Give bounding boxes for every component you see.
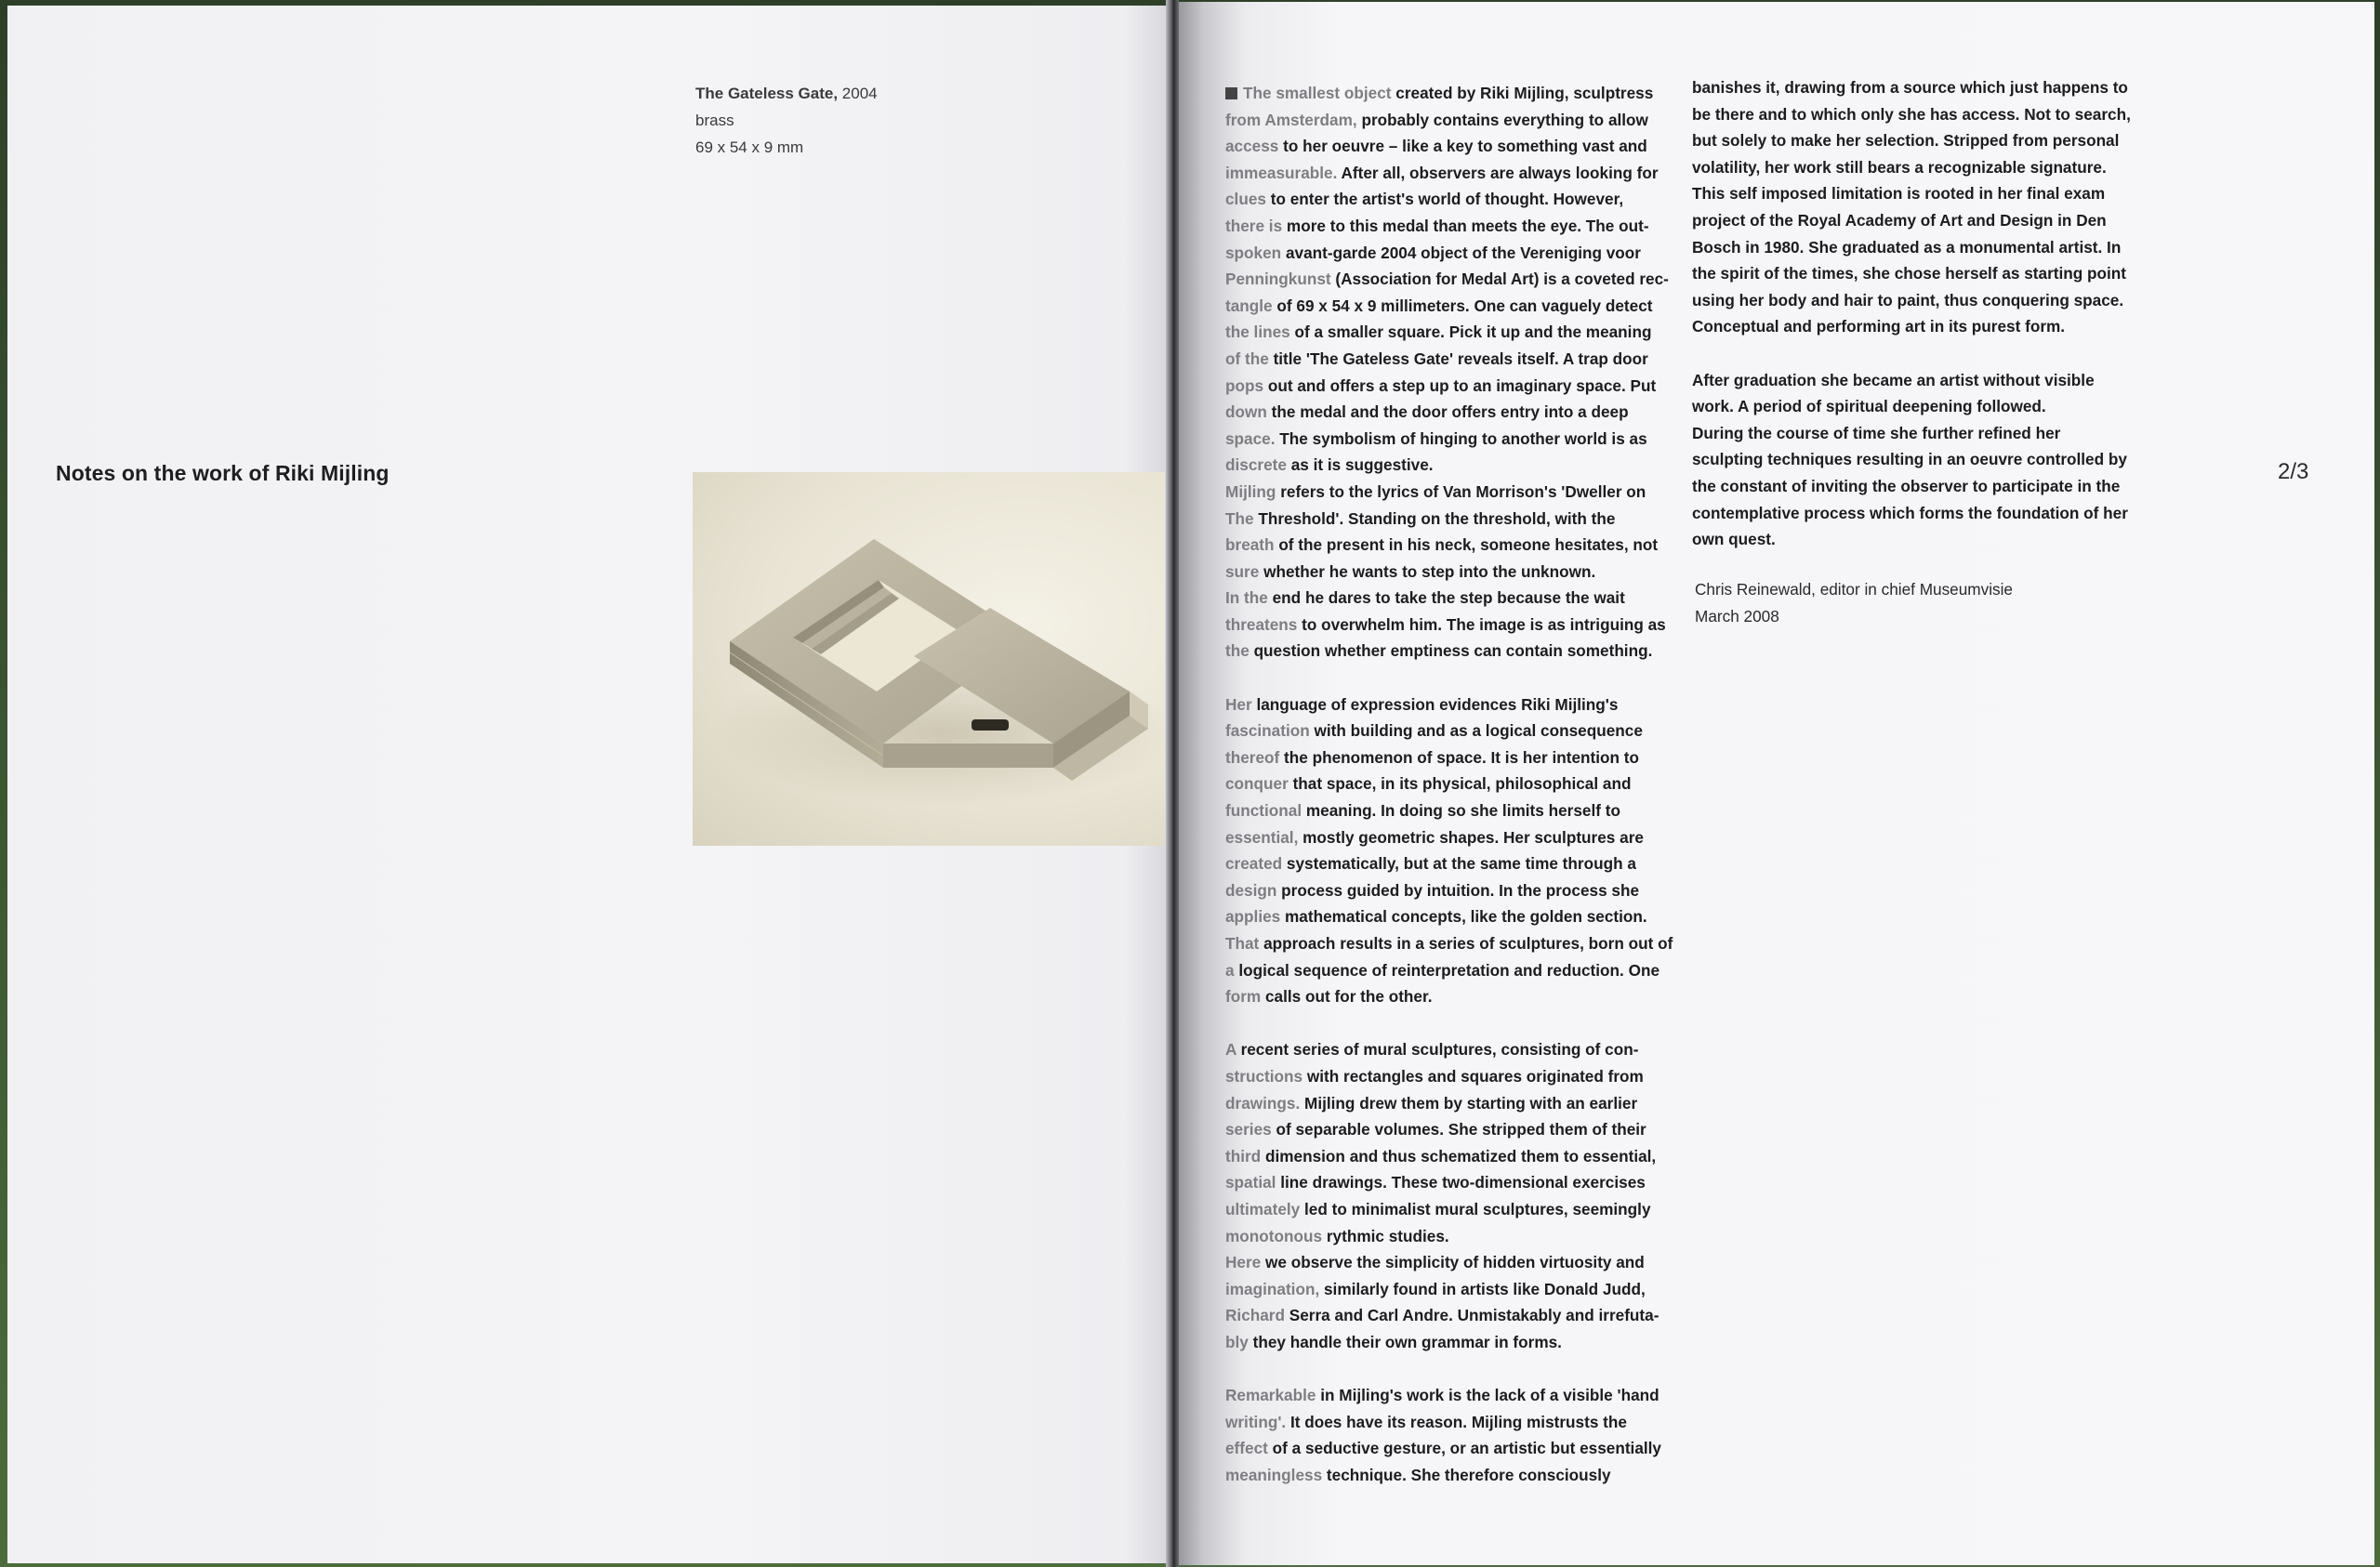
text-line-start: breath [1225,535,1279,555]
artwork-material: brass [695,112,734,129]
text-line-rest: of 69 x 54 x 9 millimeters. One can vaguely detect [1276,296,1653,315]
text-line-start: In the [1225,588,1273,608]
text-line [1225,107,1690,134]
page-number: 2/3 [2278,459,2309,484]
text-line [1225,744,1690,771]
text-line-rest: calls out for the other. [1264,987,1433,1007]
text-line: sculpting techniques resulting in an oeuvre controlled by [1692,450,2127,469]
text-line: project of the Royal Academy of Art and Design in Den [1692,210,2107,230]
text-line-start: structions [1225,1066,1307,1086]
text-line-start: created [1225,854,1287,874]
text-line-rest: dimension and thus schematized them to essential, [1264,1146,1657,1165]
text-line [1225,1302,1690,1329]
text-line [1225,638,1690,665]
text-line-start: essential, [1225,827,1303,847]
text-line-rest: mostly geometric shapes. Her sculptures are [1302,827,1644,847]
text-line [1225,266,1690,293]
text-line: own quest. [1692,530,1776,549]
text-line: banishes it, drawing from a source which just happens to [1692,78,2128,97]
text-line-start: ultimately [1225,1199,1305,1218]
text-line-start: spatial [1225,1173,1281,1192]
text-line-rest: the medal and the door offers entry into a deep [1271,402,1629,422]
text-line [1225,133,1690,160]
text-line: but solely to make her selection. Stripped from personal [1692,131,2120,151]
text-line-start: spoken [1225,243,1286,262]
text-line [1225,240,1690,267]
text-line-rest: with building and as a logical consequence [1314,721,1643,741]
text-line-rest: we observe the simplicity of hidden virtuosity and [1265,1253,1645,1272]
text-line [1225,1409,1690,1436]
text-line-rest: (Association for Medal Art) is a coveted rec- [1335,270,1669,289]
text-line: This self imposed limitation is rooted in her final exam [1692,184,2106,204]
text-line-start: pops [1225,375,1268,395]
text-line-rest: led to minimalist mural sculptures, seemingly [1304,1199,1651,1218]
text-line [1225,957,1690,984]
text-line-start: the [1225,641,1254,661]
text-line [1225,770,1690,797]
text-line [1225,850,1690,877]
text-line: using her body and hair to paint, thus conquering space. [1692,290,2124,309]
bullet-square [1225,87,1237,99]
text-line [1225,1435,1690,1462]
text-line [1225,824,1690,851]
text-line [1225,1382,1690,1409]
text-line [1225,532,1690,559]
date-line: March 2008 [1695,607,1779,625]
text-line [1225,293,1690,320]
text-line-start: of the [1225,349,1274,368]
text-line-start: series [1225,1120,1276,1139]
text-line-rest: of a smaller square. Pick it up and the meaning [1294,323,1652,342]
text-line-rest: technique. She therefore consciously [1326,1465,1611,1484]
text-line-rest: they handle their own grammar in forms. [1252,1332,1562,1351]
text-line-rest: of a seductive gesture, or an artistic but essentially [1272,1439,1661,1458]
text-line [1225,877,1690,904]
text-line: Bosch in 1980. She graduated as a monumental artist. In [1692,237,2122,257]
text-line-rest: recent series of mural sculptures, consisting of con- [1240,1040,1639,1060]
text-line-start: bly [1225,1332,1253,1351]
text-line [1225,479,1690,506]
sculpture-image [693,472,1165,846]
text-line-rest: to overwhelm him. The image is as intriguing as [1302,614,1666,634]
text-line-start: Penningkunst [1225,270,1336,289]
text-line-rest: meaning. In doing so she limits herself to [1305,801,1620,821]
text-line [1225,1462,1690,1489]
text-line [1225,160,1690,187]
text-line [1225,691,1690,718]
text-line-rest: whether he wants to step into the unknown. [1263,561,1596,581]
text-line [1225,186,1690,213]
artwork-year: 2004 [838,85,878,102]
text-line-rest: to her oeuvre – like a key to something vast and [1283,137,1647,156]
text-line [1225,612,1690,639]
text-line-start: applies [1225,907,1285,927]
text-line-rest: mathematical concepts, like the golden section. [1285,907,1647,927]
body-text-column-1 [1225,80,1690,1488]
paragraph-gap [1225,1356,1690,1383]
body-text-column-2 [1692,74,2157,553]
text-line: After graduation she became an artist without visible [1692,370,2095,389]
text-line-start: drawings. [1225,1093,1304,1113]
text-line-rest: Serra and Carl Andre. Unmistakably and irrefuta- [1289,1306,1659,1325]
page-title: Notes on the work of Riki Mijling [56,461,390,485]
artwork-title: The Gateless Gate, [695,85,839,102]
text-line-rest: in Mijling's work is the lack of a visible 'hand [1320,1386,1659,1405]
text-line-rest: process guided by intuition. In the process she [1281,880,1640,900]
text-line-rest: After all, observers are always looking for [1341,163,1659,182]
paragraph-gap [1225,1010,1690,1037]
text-line-rest: The symbolism of hinging to another world is as [1279,428,1647,448]
text-line-rest: that space, in its physical, philosophical and [1292,774,1632,794]
book-gutter [1166,0,1179,1567]
text-line [1225,1223,1690,1250]
text-line-start: meaningless [1225,1465,1327,1484]
text-line: be there and to which only she has access. Not to search, [1692,104,2131,124]
text-line: the spirit of the times, she chose herself as starting point [1692,264,2127,283]
text-line-rest: with rectangles and squares originated from [1306,1066,1644,1086]
text-line-rest: out and offers a step up to an imaginary space. Put [1267,375,1657,395]
text-line-start: Mijling [1225,481,1281,501]
author-line: Chris Reinewald, editor in chief Museumvisie [1695,580,2013,599]
text-line: contemplative process which forms the foundation of her [1692,503,2128,522]
text-line-start: fascination [1225,721,1315,741]
text-line-rest: approach results in a series of sculptures, born out of [1263,934,1673,953]
text-line: Conceptual and performing art in its purest form. [1692,317,2066,336]
text-line-start: there is [1225,216,1287,235]
paragraph-gap [1692,340,2157,367]
text-line-start: That [1225,934,1264,953]
text-line [1225,506,1690,533]
text-line [1225,559,1690,586]
text-line-rest: as it is suggestive. [1290,455,1434,475]
text-line-start: discrete [1225,455,1291,475]
text-line [1225,585,1690,612]
text-line-start: threatens [1225,614,1302,634]
text-line [1225,1143,1690,1170]
text-line-start: effect [1225,1439,1273,1458]
text-line [1225,1036,1690,1063]
text-line-rest: systematically, but at the same time through a [1286,854,1636,874]
text-line-rest: more to this medal than meets the eye. The out- [1286,216,1649,235]
text-line [1225,718,1690,744]
text-line [1225,1169,1690,1196]
text-line [1225,1249,1690,1276]
text-line-start: writing'. [1225,1412,1290,1431]
text-line [1225,452,1690,479]
text-line-start: imagination, [1225,1279,1324,1298]
text-line-start: clues [1225,190,1271,209]
sculpture-photo [693,472,1165,846]
text-line-start: The smallest object [1243,84,1396,102]
text-line-start: monotonous [1225,1226,1327,1245]
text-line-start: tangle [1225,296,1277,315]
text-line [1225,399,1690,426]
text-line-start: conquer [1225,774,1293,794]
text-line-rest: Threshold'. Standing on the threshold, with the [1258,508,1616,528]
artwork-caption [695,80,878,161]
text-line-start: Her [1225,694,1257,714]
text-line [1225,80,1690,107]
text-line-start: Richard [1225,1306,1289,1325]
text-line-rest: Mijling drew them by starting with an earlier [1304,1093,1638,1113]
text-line-start: Remarkable [1225,1386,1321,1405]
text-line-rest: rythmic studies. [1326,1226,1449,1245]
text-line [1225,213,1690,240]
text-line-start: form [1225,987,1265,1007]
text-line-start: functional [1225,801,1306,821]
text-line [1225,346,1690,373]
text-line-rest: question whether emptiness can contain something. [1253,641,1653,661]
text-line [1225,1063,1690,1090]
text-line-start: Here [1225,1253,1265,1272]
text-line [1225,930,1690,957]
signature-block [1695,576,2013,630]
text-line-rest: avant-garde 2004 object of the Vereniging voor [1285,243,1641,262]
text-line-rest: created by Riki Mijling, sculptress [1395,84,1654,102]
text-line-rest: of separable volumes. She stripped them of their [1276,1120,1646,1139]
text-line-rest: It does have its reason. Mijling mistrusts the [1289,1412,1627,1431]
text-line-rest: language of expression evidences Riki Mijling's [1256,694,1619,714]
artwork-dimensions: 69 x 54 x 9 mm [695,138,804,156]
text-line [1225,319,1690,346]
text-line-start: down [1225,402,1272,422]
text-line-start: thereof [1225,747,1285,767]
text-line-start: design [1225,880,1282,900]
text-line-start: the lines [1225,323,1295,342]
text-line-rest: refers to the lyrics of Van Morrison's 'Dweller on [1280,481,1646,501]
text-line [1225,903,1690,930]
text-line [1225,426,1690,453]
text-line: the constant of inviting the observer to participate in the [1692,476,2121,495]
text-line-start: The [1225,508,1259,528]
text-line-start: access [1225,137,1284,156]
text-line-start: A [1225,1040,1241,1060]
text-line [1225,1090,1690,1117]
text-line: During the course of time she further refined her [1692,423,2061,442]
text-line: volatility, her work still bears a recognizable signature. [1692,157,2107,177]
text-line-rest: title 'The Gateless Gate' reveals itself. A trap door [1273,349,1648,368]
text-line [1225,373,1690,400]
text-line [1225,1276,1690,1303]
text-line-start: a [1225,960,1239,980]
text-line [1225,1196,1690,1223]
paragraph-gap [1225,665,1690,691]
text-line-rest: logical sequence of reinterpretation and reduction. One [1238,960,1660,980]
text-line-rest: similarly found in artists like Donald Judd, [1324,1279,1646,1298]
text-line-start: third [1225,1146,1265,1165]
text-line-start: space. [1225,428,1280,448]
text-line-start: sure [1225,561,1264,581]
text-line: work. A period of spiritual deepening followed. [1692,397,2046,416]
text-line [1225,1116,1690,1143]
text-line-rest: end he dares to take the step because the wait [1272,588,1625,608]
text-line-start: from Amsterdam, [1225,110,1362,129]
text-line-rest: probably contains everything to allow [1361,110,1648,129]
text-line [1225,1329,1690,1356]
text-line [1225,983,1690,1010]
text-line-start: immeasurable. [1225,163,1342,182]
text-line-rest: of the present in his neck, someone hesitates, not [1278,535,1659,555]
text-line [1225,797,1690,824]
text-line-rest: line drawings. These two-dimensional exercises [1280,1173,1646,1192]
text-line-rest: the phenomenon of space. It is her intention to [1284,747,1639,767]
text-line-rest: to enter the artist's world of thought. However, [1270,190,1624,209]
